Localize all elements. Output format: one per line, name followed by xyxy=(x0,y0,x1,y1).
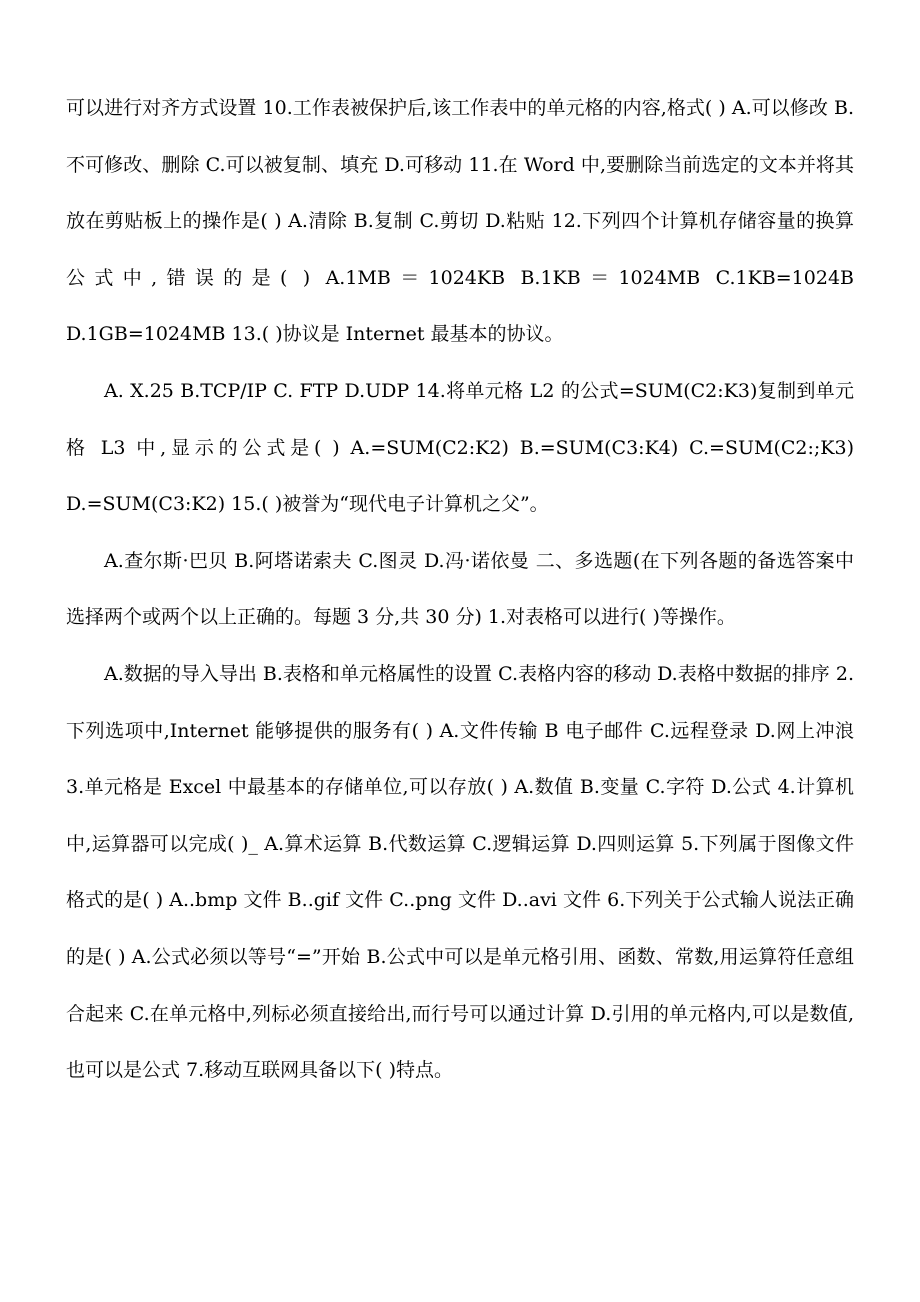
paragraph-questions-10-13: 可以进行对齐方式设置 10.工作表被保护后,该工作表中的单元格的内容,格式( ) A.可以修改 B.不可修改、删除 C.可以被复制、填充 D.可移动 11.在 Word 中,要删除当前选定的文本并将其放在剪贴板上的操作是( ) A.清除 B.复制 C.剪切 D.粘贴 12.下列四个计算机存储容量的换算公式中,错误的是( ) A.1MB＝1024KB B.1KB＝1024MB C.1KB=1024B D.1GB=1024MB 13.( )协议是 Internet 最基本的协议。 xyxy=(66,97,854,346)
paragraph-multiple-choice-questions: A.数据的导入导出 B.表格和单元格属性的设置 C.表格内容的移动 D.表格中数据的排序 2.下列选项中,Internet 能够提供的服务有( ) A.文件传输 B 电子邮件 C.远程登录 D.网上冲浪 3.单元格是 Excel 中最基本的存储单位,可以存放( ) A.数值 B.变量 C.字符 D.公式 4.计算机中,运算器可以完成( )_ A.算术运算 B.代数运算 C.逻辑运算 D.四则运算 5.下列属于图像文件格式的是( ) A..bmp 文件 B..gif 文件 C..png 文件 D..avi 文件 6.下列关于公式输人说法正确的是( ) A.公式必须以等号“=”开始 B.公式中可以是单元格引用、函数、常数,用运算符任意组合起来 C.在单元格中,列标必须直接给出,而行号可以通过计算 D.引用的单元格内,可以是数值,也可以是公式 7.移动互联网具备以下( )特点。 xyxy=(66,662,854,1082)
document-page xyxy=(66,80,854,1099)
paragraph-questions-13-15: A. X.25 B.TCP/IP C. FTP D.UDP 14.将单元格 L2 的公式=SUM(C2:K3)复制到单元格 L3 中,显示的公式是( ) A.=SUM(C2:K2) B.=SUM(C3:K4) C.=SUM(C2:;K3) D.=SUM(C3:K2) 15.( )被誉为“现代电子计算机之父”。 xyxy=(66,379,854,516)
paragraph-multiple-choice-intro: A.查尔斯·巴贝 B.阿塔诺索夫 C.图灵 D.冯·诺依曼 二、多选题(在下列各题的备选答案中选择两个或两个以上正确的。每题 3 分,共 30 分) 1.对表格可以进行( )等操作。 xyxy=(66,549,854,629)
